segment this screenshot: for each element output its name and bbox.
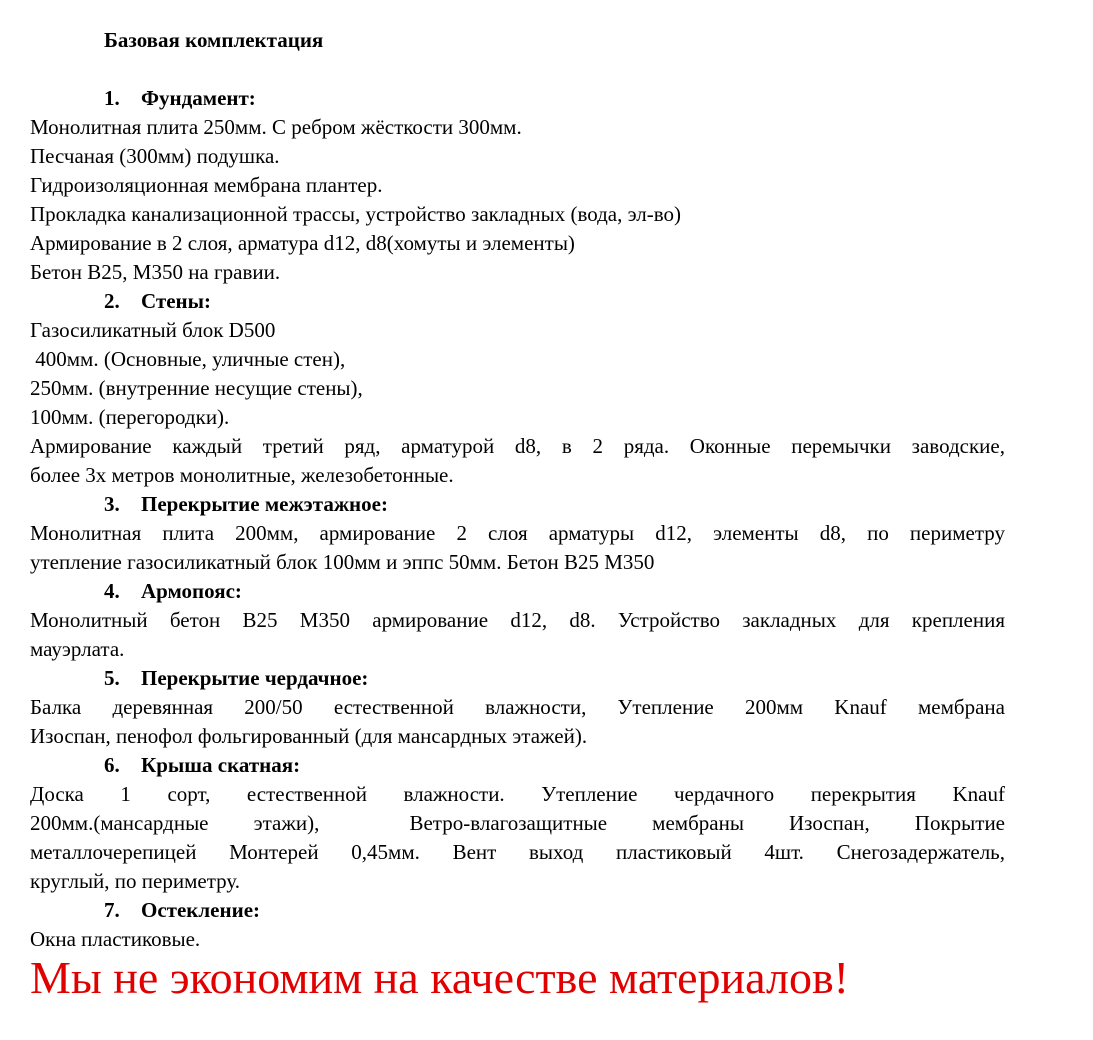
section-number: 2. — [104, 289, 120, 313]
text-line: Балка деревянная 200/50 естественной влажности, Утепление 200мм Knauf мембрана — [30, 695, 1005, 719]
section-title: Стены: — [141, 289, 212, 313]
text-line: более 3х метров монолитные, железобетонные. — [30, 463, 454, 487]
paragraph — [30, 780, 1005, 896]
text-line: Монолитный бетон В25 М350 армирование d12, d8. Устройство закладных для крепления — [30, 608, 1005, 632]
paragraph — [30, 519, 1005, 577]
section-number: 3. — [104, 492, 120, 516]
section-heading-walls — [30, 287, 1005, 316]
text-line: Бетон В25, М350 на гравии. — [30, 260, 281, 284]
text-line: Армирование в 2 слоя, арматура d12, d8(хомуты и элементы) — [30, 231, 575, 255]
section-number: 6. — [104, 753, 120, 777]
section-heading-interfloor-slab — [30, 490, 1005, 519]
section-heading-ring-beam — [30, 577, 1005, 606]
document-title: Базовая комплектация — [104, 28, 324, 52]
section-number: 5. — [104, 666, 120, 690]
section-title: Армопояс: — [141, 579, 242, 603]
text-line: мауэрлата. — [30, 637, 125, 661]
section-heading-pitched-roof — [30, 751, 1005, 780]
section-title: Фундамент: — [141, 86, 256, 110]
text-line: металлочерепицей Монтерей 0,45мм. Вент выход пластиковый 4шт. Снегозадержатель, — [30, 840, 1005, 864]
text-line: 100мм. (перегородки). — [30, 405, 230, 429]
text-line: Изоспан, пенофол фольгированный (для мансардных этажей). — [30, 724, 588, 748]
text-line: 200мм.(мансардные этажи), Ветро-влагозащитные мембраны Изоспан, Покрытие — [30, 811, 1005, 835]
text-line: Монолитная плита 200мм, армирование 2 слоя арматуры d12, элементы d8, по периметру — [30, 521, 1005, 545]
section-number: 4. — [104, 579, 120, 603]
section-heading-glazing — [30, 896, 1005, 925]
section-heading-attic-slab — [30, 664, 1005, 693]
section-title: Остекление: — [141, 898, 261, 922]
text-line: Гидроизоляционная мембрана плантер. — [30, 173, 383, 197]
text-line: Окна пластиковые. — [30, 927, 201, 951]
text-line: Доска 1 сорт, естественной влажности. Утепление чердачного перекрытия Knauf — [30, 782, 1005, 806]
section-number: 7. — [104, 898, 120, 922]
paragraph — [30, 693, 1005, 751]
section-title: Крыша скатная: — [141, 753, 301, 777]
paragraph — [30, 432, 1005, 490]
paragraph — [30, 606, 1005, 664]
text-line: Монолитная плита 250мм. С ребром жёсткости 300мм. — [30, 115, 522, 139]
text-line: Песчаная (300мм) подушка. — [30, 144, 280, 168]
text-line: 250мм. (внутренние несущие стены), — [30, 376, 363, 400]
text-line: Газосиликатный блок D500 — [30, 318, 276, 342]
section-title: Перекрытие чердачное: — [141, 666, 369, 690]
text-line: круглый, по периметру. — [30, 869, 240, 893]
section-heading-foundation — [30, 84, 1005, 113]
section-number: 1. — [104, 86, 120, 110]
section-title: Перекрытие межэтажное: — [141, 492, 388, 516]
slogan: Мы не экономим на качестве материалов! — [30, 952, 849, 1003]
text-line: Прокладка канализационной трассы, устройство закладных (вода, эл-во) — [30, 202, 681, 226]
text-line: Армирование каждый третий ряд, арматурой d8, в 2 ряда. Оконные перемычки заводские, — [30, 434, 1005, 458]
text-line: утепление газосиликатный блок 100мм и эппс 50мм. Бетон В25 М350 — [30, 550, 655, 574]
document-body — [30, 84, 1005, 954]
text-line: 400мм. (Основные, уличные стен), — [30, 347, 346, 371]
